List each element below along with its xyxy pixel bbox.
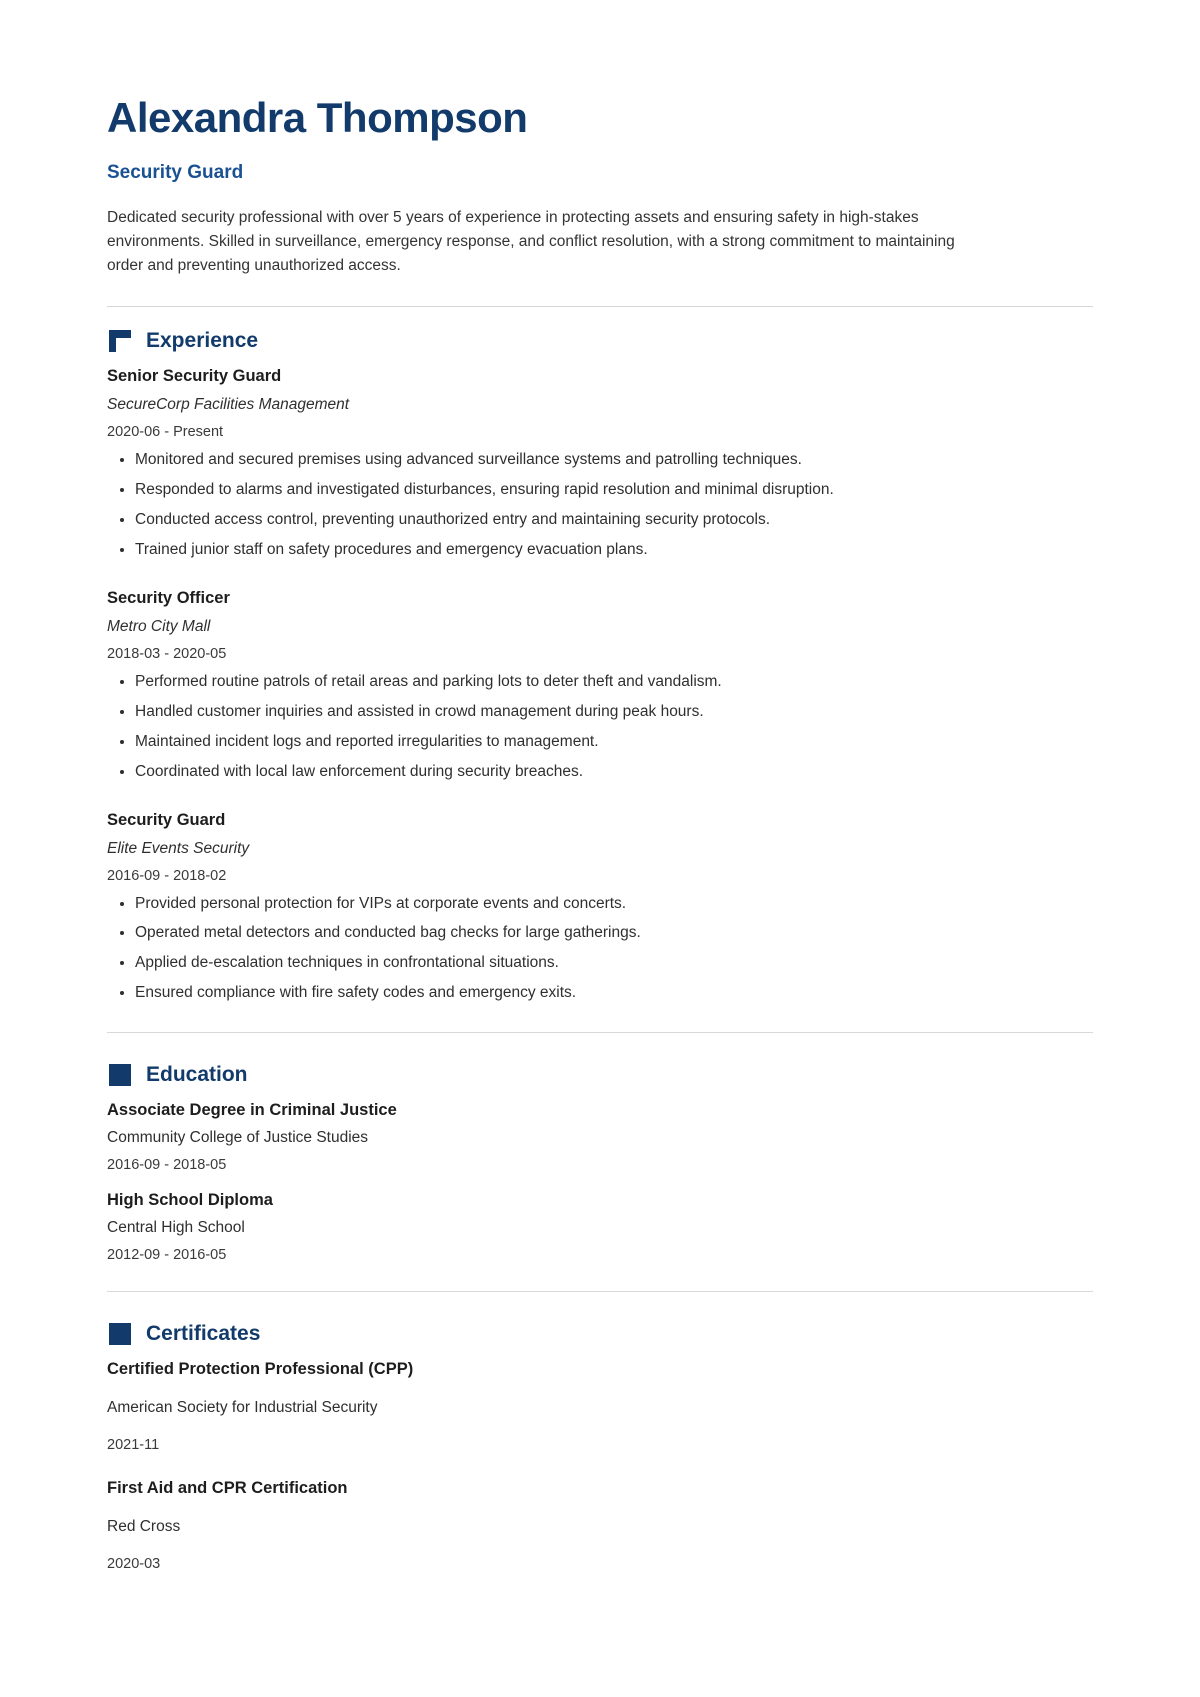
entry-issuer: Red Cross bbox=[107, 1518, 181, 1536]
certificate-entry bbox=[107, 1360, 1093, 1453]
entry-bullet-list bbox=[107, 450, 1093, 561]
list-item: • Coordinated with local law enforcement during security breaches. bbox=[135, 762, 1093, 783]
spacer bbox=[107, 801, 1093, 811]
entry-job-title: Security Guard bbox=[107, 810, 226, 829]
section-header-education bbox=[109, 1063, 1093, 1087]
list-item: • Responded to alarms and investigated disturbances, ensuring rapid resolution and minimal disruption. bbox=[135, 480, 1093, 501]
entry-company: Elite Events Security bbox=[107, 839, 250, 857]
entry-school: Central High School bbox=[107, 1219, 245, 1237]
list-item: • Provided personal protection for VIPs at corporate events and concerts. bbox=[135, 894, 1093, 915]
entry-school: Community College of Justice Studies bbox=[107, 1129, 369, 1147]
section-title: Certificates bbox=[146, 1322, 261, 1346]
entry-dates: 2016-09 - 2018-02 bbox=[107, 867, 227, 884]
experience-entry bbox=[107, 367, 1093, 561]
section-title: Education bbox=[146, 1063, 248, 1087]
entry-issuer: American Society for Industrial Security bbox=[107, 1399, 378, 1417]
entry-certificate-name: First Aid and CPR Certification bbox=[107, 1479, 348, 1498]
list-item: • Ensured compliance with fire safety codes and emergency exits. bbox=[135, 983, 1093, 1004]
entry-degree: Associate Degree in Criminal Justice bbox=[107, 1101, 397, 1120]
entry-certificate-name: Certified Protection Professional (CPP) bbox=[107, 1360, 414, 1379]
list-item: • Applied de-escalation techniques in confrontational situations. bbox=[135, 953, 1093, 974]
list-item: • Trained junior staff on safety procedures and emergency evacuation plans. bbox=[135, 540, 1093, 561]
entry-degree: High School Diploma bbox=[107, 1191, 273, 1210]
divider bbox=[107, 1291, 1093, 1292]
section-header-experience bbox=[109, 329, 1093, 353]
entry-dates: 2018-03 - 2020-05 bbox=[107, 645, 227, 662]
list-item: • Operated metal detectors and conducted bag checks for large gatherings. bbox=[135, 923, 1093, 944]
entry-bullet-list bbox=[107, 672, 1093, 783]
divider bbox=[107, 306, 1093, 307]
job-title: Security Guard bbox=[107, 162, 244, 184]
education-entry bbox=[107, 1191, 1093, 1263]
list-item: • Handled customer inquiries and assisted in crowd management during peak hours. bbox=[135, 702, 1093, 723]
entry-bullet-list bbox=[107, 894, 1093, 1005]
entry-dates: 2020-06 - Present bbox=[107, 424, 224, 441]
section-experience bbox=[107, 329, 1093, 1004]
certificate-entry bbox=[107, 1479, 1093, 1572]
square-icon bbox=[109, 1064, 131, 1086]
entry-dates: 2012-09 - 2016-05 bbox=[107, 1247, 227, 1264]
list-item: • Monitored and secured premises using advanced surveillance systems and patrolling techniques. bbox=[135, 450, 1093, 471]
section-title: Experience bbox=[146, 329, 259, 353]
education-entry bbox=[107, 1101, 1093, 1173]
divider bbox=[107, 1032, 1093, 1033]
page-title: Alexandra Thompson bbox=[107, 94, 528, 141]
flag-icon bbox=[109, 330, 131, 352]
list-item: • Performed routine patrols of retail areas and parking lots to deter theft and vandalism. bbox=[135, 672, 1093, 693]
section-certificates bbox=[107, 1322, 1093, 1572]
list-item: • Conducted access control, preventing unauthorized entry and maintaining security protocols. bbox=[135, 510, 1093, 531]
entry-company: SecureCorp Facilities Management bbox=[107, 396, 350, 414]
section-header-certificates bbox=[109, 1322, 1093, 1346]
entry-company: Metro City Mall bbox=[107, 617, 211, 635]
experience-entry bbox=[107, 811, 1093, 1005]
entry-dates: 2021-11 bbox=[107, 1437, 160, 1454]
spacer bbox=[107, 579, 1093, 589]
entry-job-title: Senior Security Guard bbox=[107, 367, 282, 386]
section-education bbox=[107, 1063, 1093, 1263]
entry-job-title: Security Officer bbox=[107, 588, 230, 607]
professional-summary: Dedicated security professional with over 5 years of experience in protecting assets and ensuring safety in high-stakes environments. Skilled in surveillance, emergency response, and conflict resolution, with a strong commitment to maintaining order and preventing unauthorized access. bbox=[107, 209, 955, 275]
entry-dates: 2020-03 bbox=[107, 1556, 161, 1573]
square-icon bbox=[109, 1323, 131, 1345]
experience-entry bbox=[107, 589, 1093, 783]
list-item: • Maintained incident logs and reported irregularities to management. bbox=[135, 732, 1093, 753]
entry-dates: 2016-09 - 2018-05 bbox=[107, 1157, 227, 1174]
